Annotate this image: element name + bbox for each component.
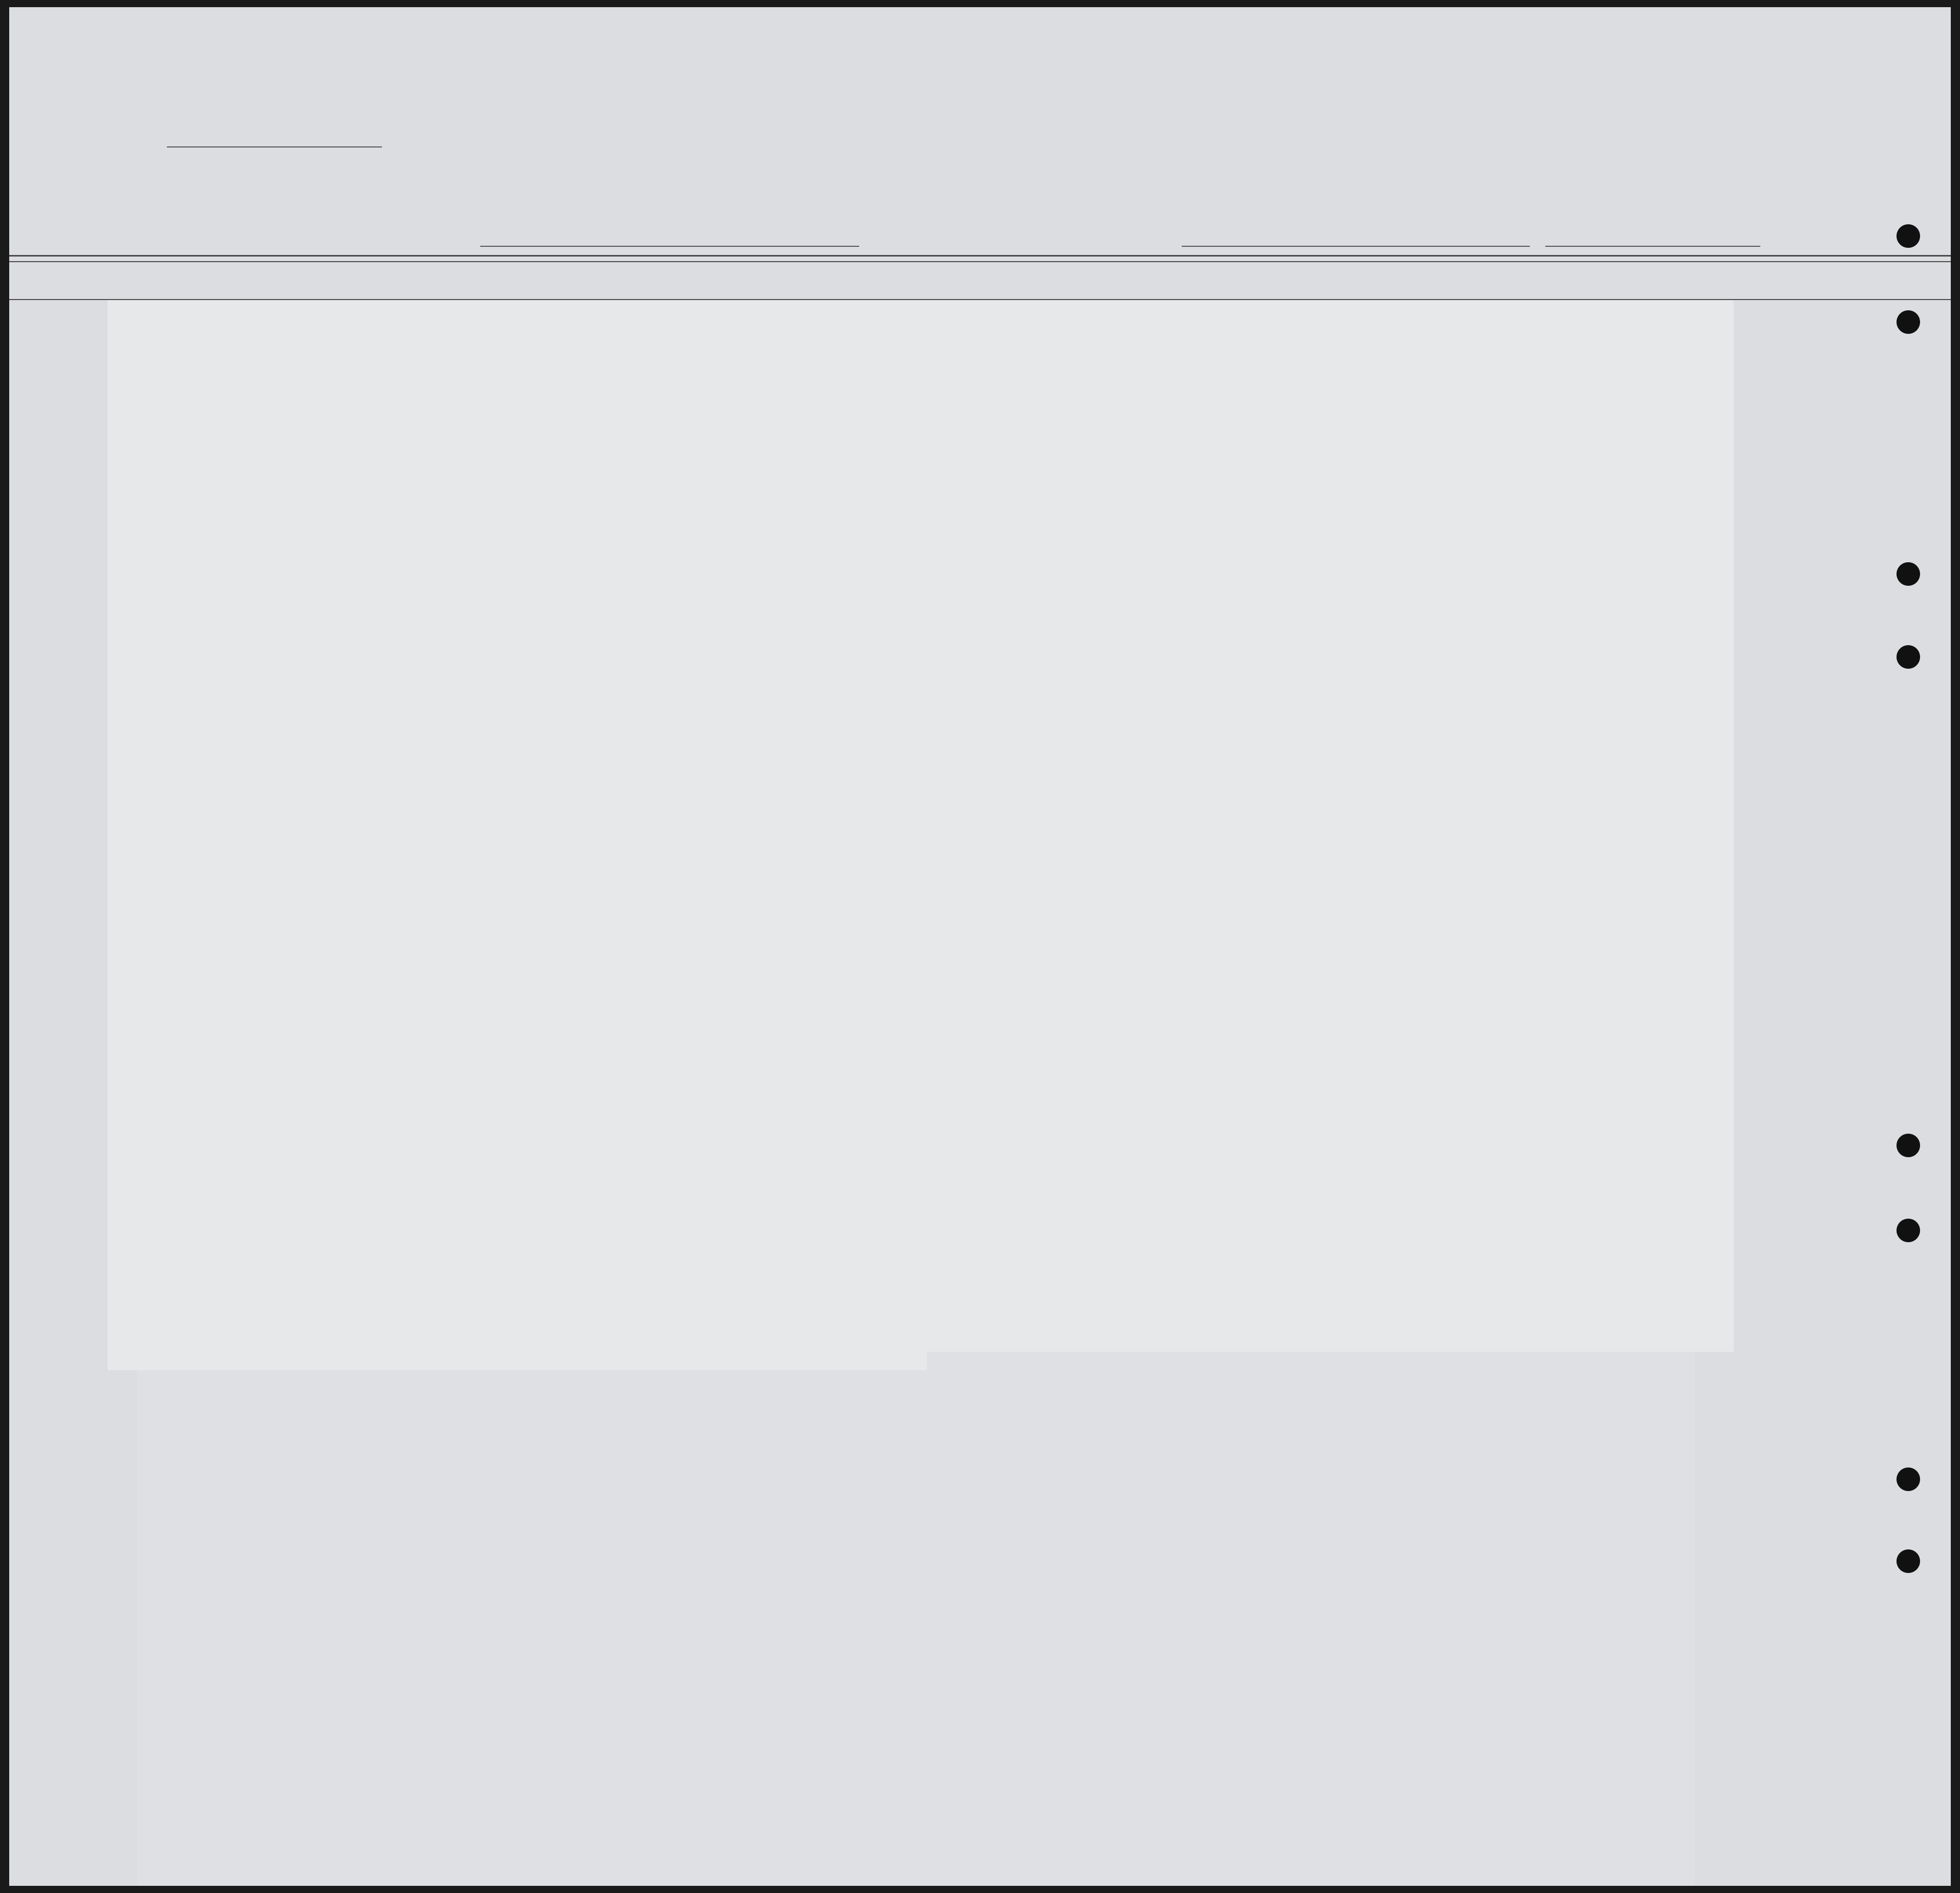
information-sheet-mcmillan [927,300,1734,1352]
punch-hole [1897,310,1920,334]
punch-hole [1897,1549,1920,1573]
manifest-sheet [9,7,1951,1886]
punch-hole [1897,1467,1920,1491]
punch-hole [1897,1219,1920,1242]
information-sheet-martin [108,300,927,1370]
punch-hole [1897,1134,1920,1157]
punch-hole [1897,562,1920,586]
blank-overlay-paper [137,1349,1695,1886]
punch-hole [1897,224,1920,248]
punch-hole [1897,645,1920,669]
